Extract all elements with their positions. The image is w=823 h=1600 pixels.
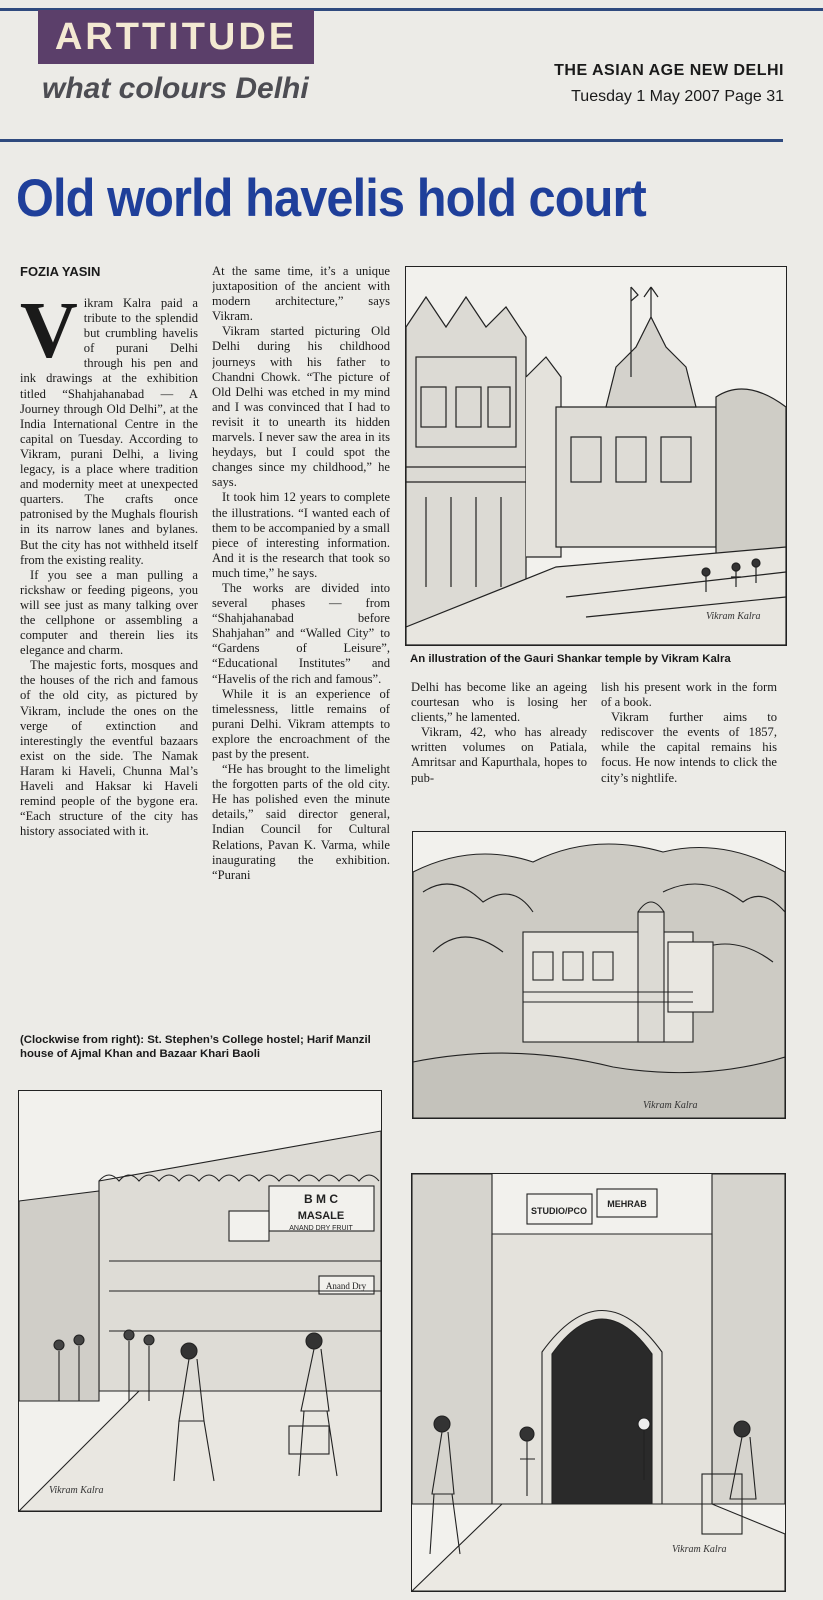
paragraph: Vikram started picturing Old Delhi during his childhood journeys with his father to Chandni Chowk. “The picture of Old Delhi was etched in my mind and I was convinced that I had to revisit it to unearth its hidden marvels. I never saw the area in its heydays, but I could spot the changes since my childhood,” he says. (212, 324, 390, 490)
artist-signature: Vikram Kalra (643, 1100, 698, 1111)
shop-sign-dry-fruit: ANAND DRY FRUIT (289, 1225, 353, 1232)
artist-signature: Vikram Kalra (706, 611, 761, 622)
archway-illustration (411, 1173, 786, 1592)
paragraph: The works are divided into several phases — from “Shahjahanabad before Shahjahan” and “Walled City” to “Gardens of Leisure”, “Educational Institutes” and “Havelis of the rich and famous”. (212, 580, 390, 686)
article-column-4 (601, 680, 777, 810)
paragraph: It took him 12 years to complete the illustrations. “I wanted each of them to be accompanied by a small piece of interesting information. And it is the research that took so much time,” he says. (212, 490, 390, 580)
article-column-2 (212, 264, 390, 1024)
shop-sign-anand: Anand Dry (325, 1281, 367, 1291)
newspaper-name: THE ASIAN AGE NEW DELHI (554, 62, 784, 79)
drop-cap: V (20, 296, 78, 375)
paragraph: Delhi has become like an ageing courtesan who is losing her clients,” he lamented. (411, 680, 587, 725)
group-caption: (Clockwise from right): St. Stephen’s College hostel; Harif Manzil house of Ajmal Khan and Bazaar Khari Baoli (20, 1034, 371, 1060)
article-column-1 (20, 296, 198, 1024)
page-dateline: Tuesday 1 May 2007 Page 31 (571, 88, 784, 105)
paragraph: ikram Kalra paid a tribute to the splendid but crumbling havelis of purani Delhi through his pen and ink drawings at the exhibition titled “Shahjahanabad — A Journey through Old Delhi”, at the India International Centre in the capital on Tuesday. According to Vikram, purani Delhi, a living legacy, is a place where tradition and modernity meet at unexpected quarters. The crafts once patronised by the Mughals flourish in its narrow lanes and bylanes. But the city has not withheld itself from the existing reality. (20, 296, 198, 567)
paragraph: The majestic forts, mosques and the houses of the rich and famous of the old city, as pictured by Vikram, include the ones on the verge of extinction and interestingly the eventful bazaars exist on the side. The Namak Haram ki Haveli, Chunna Mal’s Haveli and Haksar ki Haveli remind people of the bygone era. “Each structure of the city has history associated with it. (20, 658, 198, 839)
shop-sign-mehrab: MEHRAB (607, 1199, 647, 1209)
paragraph: “He has brought to the limelight the forgotten parts of the old city. He has polished even the minute details,” said director general, Indian Council for Cultural Relations, Pavan K. Varma, while inaugurating the exhibition. “Purani (212, 762, 390, 882)
article-column-3 (411, 680, 587, 810)
bazaar-illustration (18, 1090, 382, 1512)
artist-signature: Vikram Kalra (49, 1485, 104, 1496)
section-brand: ARTTITUDE (54, 16, 298, 58)
paragraph: Vikram, 42, who has already written volumes on Patiala, Amritsar and Kapurthala, hopes to pub- (411, 725, 587, 785)
paragraph: lish his present work in the form of a book. (601, 680, 777, 710)
shop-sign-masale: MASALE (297, 1210, 345, 1222)
section-tagline: what colours Delhi (42, 72, 309, 105)
artist-signature: Vikram Kalra (672, 1544, 727, 1555)
section-brand-box (38, 10, 314, 64)
paragraph: Vikram further aims to rediscover the events of 1857, while the capital remains his focus. He now intends to click the city’s nightlife. (601, 710, 777, 785)
masthead-rule (0, 139, 783, 142)
byline: FOZIA YASIN (20, 264, 101, 279)
temple-illustration (405, 266, 787, 646)
paragraph: While it is an experience of timelessness, little remains of purani Delhi. Vikram attempts to explore the encroachment of the past by the present. (212, 686, 390, 761)
harif-manzil-illustration (412, 831, 786, 1119)
shop-sign-bmc: B M C (304, 1192, 338, 1206)
paragraph: If you see a man pulling a rickshaw or feeding pigeons, you will see just as many talking over the cellphone or assembling a computer and therein lies its elegance and charm. (20, 567, 198, 658)
temple-caption: An illustration of the Gauri Shankar temple by Vikram Kalra (410, 653, 731, 665)
shop-sign-studio: STUDIO/PCO (530, 1206, 588, 1216)
headline: Old world havelis hold court (16, 169, 646, 228)
paragraph: At the same time, it’s a unique juxtaposition of the ancient with modern architecture,” says Vikram. (212, 264, 390, 324)
